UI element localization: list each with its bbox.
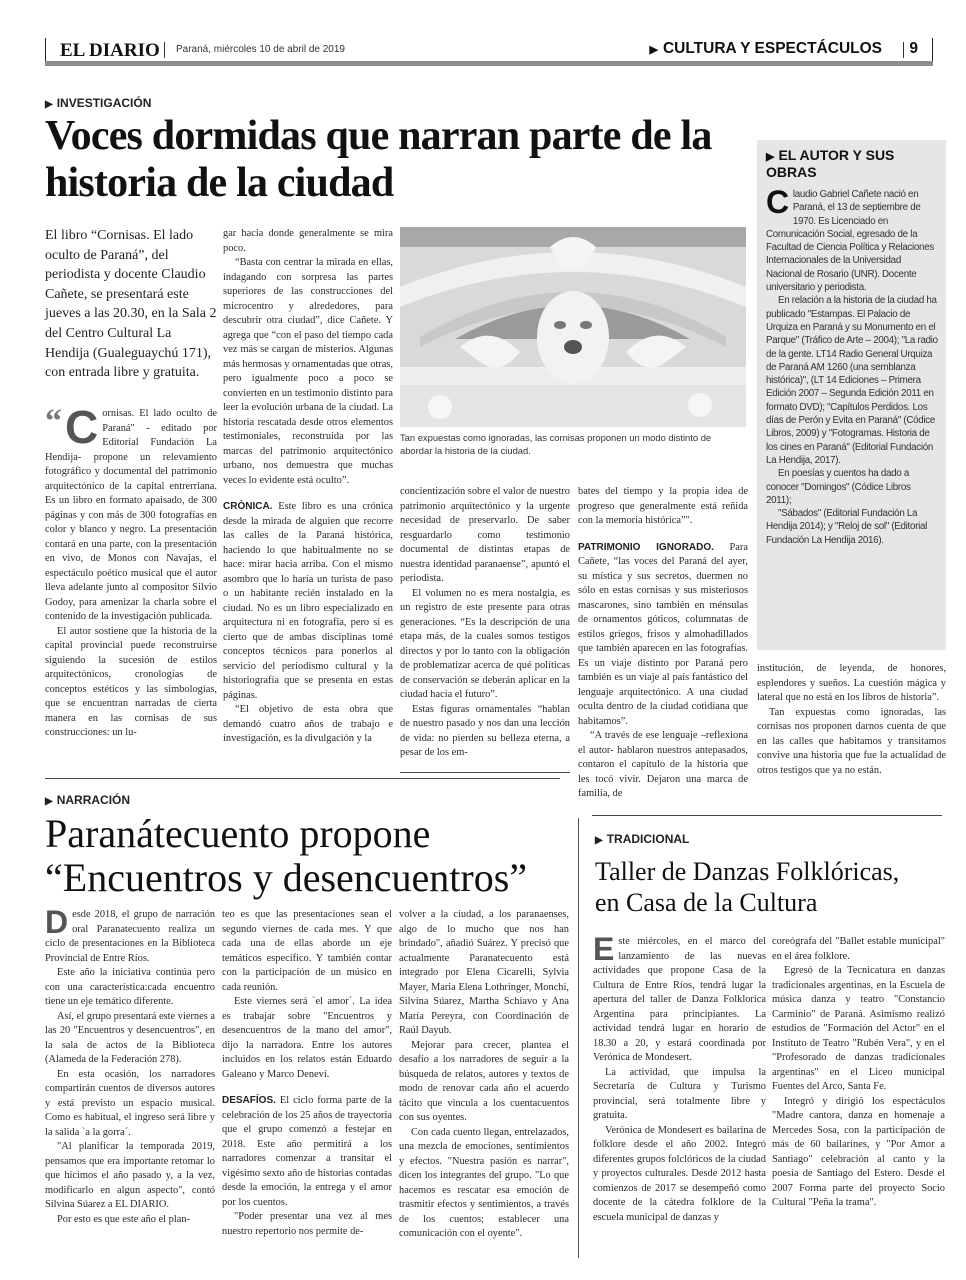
kicker-narracion: ▶ NARRACIÓN <box>45 793 131 807</box>
section-name: ▶ CULTURA Y ESPECTÁCULOS <box>649 40 882 57</box>
headline-main: Voces dormidas que narran parte de la historia de la ciudad <box>45 113 712 206</box>
article-photo-cornisa <box>400 227 746 427</box>
section-divider <box>45 778 560 779</box>
article1-column-2 <box>223 227 393 747</box>
sidebar-autor <box>757 140 946 650</box>
headline-narracion: Paranátecuento propone “Encuentros y desencuentros” <box>45 811 528 900</box>
kicker-investigacion: ▶ INVESTIGACIÓN <box>45 96 152 110</box>
article2-column-1 <box>45 904 215 1227</box>
triangle-icon: ▶ <box>649 44 658 56</box>
paragraph: Por esto es que este año el plan- <box>57 1213 191 1225</box>
paragraph: ornisas. El lado oculto de Paraná" - editado por Editorial Fundación La Hendija- propone un relevamiento fotográfico y documental del patrimonio arquitectónico de la capital entrerriana. Es un libro en formato apaisado, de 300 páginas y con más de 300 fotografías en color y blanco y negro. La presentación contará en una parte, con la presentación en vivo, de Monos con Navajas, el espectáculo poético musical que el autor lleva adelante junto al compositor Silvio Godoy, para amenizar la charla sobre el contenido de la investigación publicada. <box>45 408 217 622</box>
kicker-tradicional: ▶ TRADICIONAL <box>595 832 690 846</box>
paragraph: En poesías y cuentos ha dado a conocer "Domingos" (Códice Libros 2011); <box>766 468 911 506</box>
subhead-cronica: CRÒNICA. <box>223 501 273 512</box>
paragraph: El autor sostiene que la historia de la capital provincial puede reconstruirse siguiendo la sucesión de estilos arquitectónicos, cronologías de conceptos estéticos y las simbologías, que se encuentran narradas de cierta manera en las cornisas de sus construcciones: un lu- <box>45 625 217 738</box>
paragraph: Tan expuestas como ignoradas, las cornisas nos proponen darnos cuenta de que en las calles que habitamos y transitamos convive una historia que fue la actualidad de otros testigos que ya no están. <box>757 706 946 776</box>
masthead-divider <box>903 42 904 58</box>
quote-icon: “ <box>45 403 62 440</box>
article-lead: El libro “Cornisas. El lado oculto de Paraná”, del periodista y docente Claudio Cañete, se presentará este jueves a las 20.30, en la Sala 2 del Centro Cultural La Hendija (Gualeguaychú 171), con entrada libre y gratuita. <box>45 228 217 381</box>
issue-date: Paraná, miércoles 10 de abril de 2019 <box>176 44 345 55</box>
subhead-patrimonio: PATRIMONIO IGNORADO. <box>578 541 714 553</box>
paragraph: laudio Gabriel Cañete nació en Paraná, el 13 de septiembre de 1970. Es Licenciado en Comunicación Social, egresado de la Facultad de Ciencia Política y Relaciones Internacionales de la Universidad Nacional de Rosario (UNR). Docente universitario y periodista. <box>766 189 934 294</box>
paragraph: Este viernes será `el amor´. La idea es trabajar sobre "Encuentros y desencuentros de la mano del amor", dijo la narradora. Entre los autores incluidos en los relatos están Eduardo Galeano y Marco Denevi. <box>222 996 392 1080</box>
paragraph: Con cada cuento llegan, entrelazados, una mezcla de emociones, sentimientos y efectos. "Nuestra pasión es narrar", dicen los integrantes del grupo. "Lo que hacemos es rescatar esa emoción de trasmitir efectos y sentimientos, a través de los cuentos; establecer una comunicación con el oyente". <box>399 1126 569 1239</box>
paragraph: Estas figuras ornamentales “hablan de nuestro pasado y nos dan una lección de vida: no pierden su belleza eterna, a pesar de los em- <box>400 703 570 758</box>
paragraph: ste miércoles, en el marco del lanzamiento de las nuevas actividades que propone Casa de la Cultura de Entre Ríos, tendrá lugar la apertura del taller de Danza Folklorica Argentina para principiantes. La actividad tendrá lugar en horario de 18.30 a 20, y estará coordinada por Verónica de Mondesert. <box>593 936 766 1063</box>
masthead-bar <box>45 61 933 66</box>
newspaper-logo: EL DIARIO <box>60 40 160 61</box>
paragraph: CRÒNICA. Este libro es una crónica desde la mirada de alguien que recorre las calles de la Paraná histórica, haciendo lo que habitualmente no se hace: mirar hacia arriba. Con el mismo asombro que lo haría un turista de paso o un habitante recién instalado en la ciudad. No es un libro especializado en arquitectura ni en fotografía, pero sí es cierto que de ambas disciplinas tomé conceptos técnicos para ponerlos al servicio del periodismo cultural y la historiografía que se presenta en estas páginas. <box>223 501 393 701</box>
paragraph: "Al planificar la temporada 2019, pensamos que era importante retomar lo que hicimos el año pasado y, a la vez, modificarlo en algun aspecto", contó Silvina Súarez a EL DIARIO. <box>45 1141 215 1210</box>
paragraph: “Basta con centrar la mirada en ellas, indagando con sorpresa las partes superiores de las construcciones del microcentro y alrededores, para descubrir otra ciudad”, dice Cañete. Y agrega que “con el paso del tiempo cada vez más se cargan de misterios. Algunas más hermosas y ornamentadas que otras, pero igualmente poco a poco se convierten en un testimonio distinto para leer la evolución urbana de la ciudad. La historia rescatada desde otros elementos testimoniales, reconstruida por las marcas del patrimonio arquitectónico urbano, nos demuestra que muchas veces lo evidente está oculto”. <box>223 257 393 486</box>
article1-column-4 <box>578 485 748 802</box>
paragraph: En esta ocasión, los narradores compartirán cuentos de diversos autores y está previsto un espacio musical. Como es habitual, el ingreso será libre y la salida `a la gorra´. <box>45 1068 215 1138</box>
paragraph: DESAFÍOS. El ciclo forma parte de la celebración de los 25 años de trayectoria que el grupo comenzó a festejar en 2018. Este año permitirá a los narradores comenzar a transitar el vigésimo sexto año de historias contadas desde la emoción, la entrega y el amor por los cuentos. <box>222 1095 392 1208</box>
paragraph: Egresó de la Tecnicatura en danzas tradicionales argentinas, en la Escuela de música danza y teatro "Constancio Carminio" de Paraná. Asimismo realizó estudios de "Formación del Actor" en el Instituto de Teatro "Rubén Vera", y en el "Profesorado de danzas tradicionales argentinas" en el Liceo municipal Fuentes del Arco, Santa Fe. <box>772 965 945 1092</box>
triangle-icon: ▶ <box>595 835 603 846</box>
paragraph: Verónica de Mondesert es bailarina de folklore desde el año 2002. Integró diferentes grupos folclóricos de la ciudad y proyectos culturales. Desde 2012 hasta comienzos de 2017 se desempeñó como docente de la cátedra folklore de la escuela municipal de danzas y <box>593 1124 766 1223</box>
paragraph: institución, de leyenda, de honores, esplendores y sueños. La cuestión mágica y lateral que no está en los libros de historia”. <box>757 663 946 703</box>
triangle-icon: ▶ <box>45 796 53 807</box>
paragraph: concientización sobre el valor de nuestro patrimonio arquitectónico y la urgente necesidad de preservarlo. De saber resguardarlo como testimonio documental de distintas etapas de nuestra identidad paranaense”, apuntó el periodista. <box>400 486 570 584</box>
column-end-rule <box>400 772 570 773</box>
subhead-desafios: DESAFÍOS. <box>222 1095 276 1106</box>
triangle-icon: ▶ <box>45 99 53 110</box>
paragraph: coreógrafa del "Ballet estable municipal" en el área folklore. <box>772 936 945 962</box>
paragraph: "Sábados" (Editorial Fundación La Hendija 2014); y "Reloj de sol" (Editorial Fundación La Hendija 2016). <box>766 508 927 546</box>
article3-column-1 <box>593 931 766 1225</box>
dropcap: E <box>593 931 615 967</box>
section-divider <box>592 815 942 816</box>
paragraph: gar hacia donde generalmente se mira poco. <box>223 228 393 254</box>
article2-column-2 <box>222 908 392 1239</box>
masthead <box>45 38 933 62</box>
paragraph: PATRIMONIO IGNORADO. Para Cañete, “las voces del Paraná del ayer, su mística y sus secretos, duermen no sólo en estas cornisas y sus misteriosos mascarones, sino también en ménsulas de ornamentos góticos, columnatas de estilos griegos, frisos y almohadillados que también aparecen en las fotografías. Es un viaje distinto por Paraná pero también es un viaje al país fantástico del lenguaje arquitectónico. A una ciudad oculta dentro de la ciudad cotidiana que habitamos”. <box>578 541 748 727</box>
photo-caption: Tan expuestas como ignoradas, las cornisas proponen un modo distinto de abordar la historia de la ciudad. <box>400 432 712 456</box>
article2-column-3 <box>399 908 569 1242</box>
paragraph: La actividad, que impulsa la Secretaría de Cultura y Turismo provincial, será totalmente libre y gratuita. <box>593 1066 766 1121</box>
article1-column-5 <box>757 662 946 778</box>
paragraph: "Poder presentar una vez al mes nuestro repertorio nos permite de- <box>222 1211 392 1237</box>
paragraph: En relación a la historia de la ciudad ha publicado "Estampas. El Palacio de Urquiza en Paraná y su Monumento en el Parque" (Tráfico de Arte – 2004); "La radio de la gente. LT14 Radio General Urquiza de Paraná AM 1260 (una semblanza histórica)", (LT 14 Ediciones – Primera Edición 2007 – Segunda Edición 2011 en formato DVD); "Capítulos Perdidos. Los días de Perón y Evita en Paraná" (Códice Libros, 2009) y "Fotogramas. Historia de los cines en Paraná" (Editorial Fundación La Hendija, 2017). <box>766 295 938 466</box>
paragraph: bates del tiempo y la propia idea de progreso que generalmente está reñida con la memoria histórica”". <box>578 486 748 526</box>
sidebar-title: ▶ EL AUTOR Y SUS OBRAS <box>766 147 895 180</box>
mascaron-photo <box>400 227 746 427</box>
paragraph: esde 2018, el grupo de narración oral Paranatecuento realiza un ciclo de presentaciones en la Biblioteca Provincial de Entre Ríos. <box>45 909 215 964</box>
masthead-divider <box>164 42 165 58</box>
paragraph: teo es que las presentaciones sean el segundo viernes de cada mes. Y que cada una de ellas aborde un eje temáticos específico. Y también contar con la participación de un músico en cada reunión. <box>222 909 392 993</box>
paragraph: Así, el grupo presentará este viernes a las 20 "Encuentros y desencuentros", en la sala de actos de la Biblioteca (Alameda de la Federación 278). <box>45 1010 215 1065</box>
paragraph: “A través de ese lenguaje –reflexiona el autor- hablaron nuestros antepasados, contaron el capítulo de la historia que les tocó vivir. Dejaron una marca de familia, de <box>578 730 748 799</box>
article1-column-1 <box>45 401 217 741</box>
dropcap: C <box>766 184 789 220</box>
dropcap: C <box>65 401 99 453</box>
dropcap: D <box>45 904 69 940</box>
paragraph: “El objetivo de esta obra que demandó cuatro años de trabajo e investigación, es la divulgación y la <box>223 704 393 744</box>
headline-tradicional: Taller de Danzas Folklóricas, en Casa de la Cultura <box>595 857 900 917</box>
page-number: 9 <box>909 40 918 57</box>
article3-column-2 <box>772 935 945 1211</box>
article1-column-3 <box>400 485 570 761</box>
sidebar-body <box>766 184 938 547</box>
paragraph: Mejorar para crecer, plantea el desafío a los narradores de seguir a la búsqueda de relatos, autores y textos de modo de renovar cada año el acuerdo tácito que vincula a los cuentacuentos con sus oyentes. <box>399 1039 569 1123</box>
paragraph: Integró y dirigió los espectáculos "Madre cantora, danza en homenaje a Mercedes Sosa, con la participación de más de 60 bailarines, y "Por Amor a Santiago" celebración al canto y la poesía de Santiago del Estero. Desde el 2007 Forma parte del proyecto Socio Cultural "Peña la trama". <box>772 1095 945 1208</box>
paragraph: volver a la ciudad, a los paranaenses, algo de lo mucho que nos han brindado", añadió Suárez. Y precisó que actualmente Paranatecuento está integrado por Elena Cicarelli, Sylvia Mayer, Maria Elena Lothringer, Monchi, Silvina Súarez, Martha Schiavo y Ana María Pereyra, con Coordinación de Raúl Dayub. <box>399 909 569 1036</box>
paragraph: Este año la iniciativa continúa pero con una característica:cada encuentro tiene un eje temático diferente. <box>45 967 215 1007</box>
paragraph: El volumen no es mera nostalgia, es un registro de este presente para otras generaciones. “Es la descripción de una etapa más, de la cuales somos testigos directos y por lo tanto con la obligación de problematizar acerca de qué políticas de conservación se deberán aplicar en la ciudad hacia el futuro”. <box>400 587 570 700</box>
triangle-icon: ▶ <box>766 151 775 163</box>
